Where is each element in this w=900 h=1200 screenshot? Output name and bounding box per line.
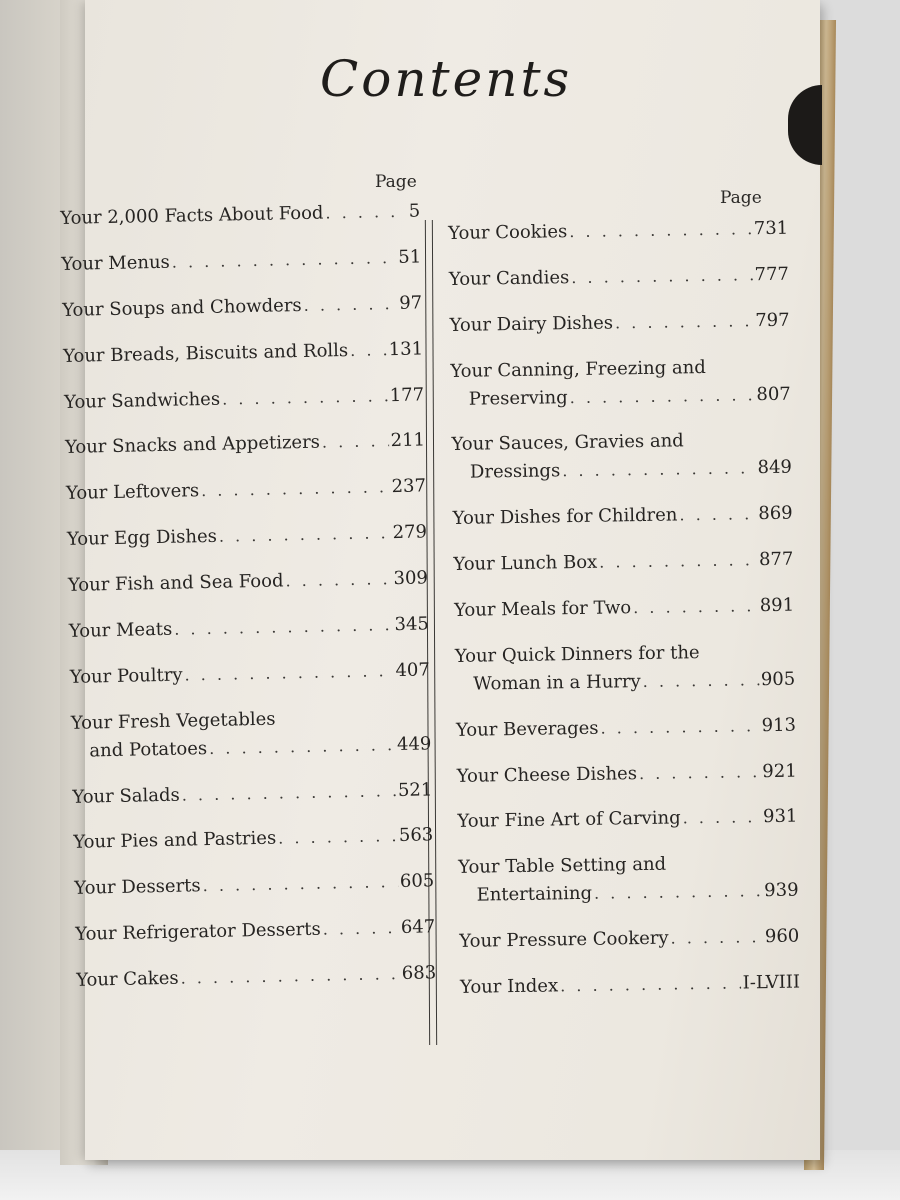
entry-title: Entertaining (476, 883, 593, 906)
dot-leader (184, 659, 393, 688)
dot-leader (599, 548, 757, 575)
entry-title: Preserving (468, 386, 568, 410)
entry-title: Dressings (469, 460, 561, 484)
contents-entry (451, 426, 792, 487)
dot-leader (639, 760, 761, 787)
entry-page-number: 931 (762, 806, 798, 828)
dot-leader (679, 502, 756, 528)
dot-leader (180, 962, 400, 991)
entry-page-number: 877 (758, 548, 794, 571)
contents-entry (71, 702, 432, 765)
contents-entry (67, 519, 428, 554)
entry-page-number: 5 (408, 200, 421, 222)
entry-page-number: 939 (764, 879, 799, 902)
contents-entry (62, 289, 423, 324)
entry-page-number: 921 (762, 760, 797, 782)
page-title: Contents (320, 50, 573, 108)
entry-title: Your Candies (448, 266, 570, 290)
entry-page-number: I-LVIII (742, 971, 801, 994)
contents-entry (454, 592, 794, 625)
dot-leader (322, 916, 399, 942)
dot-leader (201, 476, 390, 505)
contents-entry (449, 261, 789, 294)
entry-page-number: 177 (389, 383, 425, 406)
entry-title: Your Leftovers (65, 480, 200, 505)
contents-entry (456, 711, 796, 744)
entry-title: Your Quick Dinners for the (454, 642, 700, 667)
entry-title: Your Pressure Cookery (459, 927, 669, 953)
entry-title: Your Salads (72, 784, 180, 808)
page-column-label-left: Page (375, 172, 417, 192)
entry-title: Your Fish and Sea Food (67, 570, 284, 597)
dot-leader (322, 430, 389, 456)
entry-title: Your Meats (68, 618, 173, 642)
contents-entry (69, 610, 430, 645)
entry-page-number: 449 (396, 733, 432, 755)
dot-leader (209, 733, 395, 762)
entry-title: Your Poultry (69, 664, 183, 688)
entry-page-number: 683 (401, 962, 437, 985)
contents-entry (73, 822, 434, 857)
contents-entry (72, 776, 433, 811)
contents-entry (449, 306, 789, 339)
entry-title: Your Fresh Vegetables (70, 708, 276, 734)
contents-entry (452, 500, 792, 533)
dot-leader (594, 879, 763, 906)
contents-entry (70, 656, 431, 691)
entry-page-number: 849 (757, 456, 793, 479)
entry-title: Your Meals for Two (453, 597, 632, 621)
dot-leader (633, 594, 758, 621)
entry-page-number: 309 (393, 567, 429, 590)
contents-entry (460, 969, 800, 1002)
entry-title: Your Menus (61, 251, 171, 275)
entry-title: and Potatoes (89, 737, 208, 762)
entry-title: Your Sauces, Gravies and (451, 430, 684, 456)
contents-entry (76, 959, 437, 994)
contents-entry (457, 803, 797, 836)
entry-title: Your Cheese Dishes (456, 762, 638, 787)
dot-leader (560, 972, 741, 1000)
contents-entry (65, 427, 426, 462)
entry-title: Your Index (459, 975, 559, 998)
contents-entry (455, 638, 796, 699)
page-column-label-right: Page (720, 188, 762, 208)
entry-title: Your 2,000 Facts About Food (60, 202, 324, 229)
entry-page-number: 777 (754, 263, 790, 286)
contents-entry (63, 335, 424, 370)
entry-page-number: 97 (399, 292, 423, 314)
entry-title: Your Snacks and Appetizers (64, 432, 321, 459)
entry-title: Your Cookies (448, 221, 568, 244)
dot-leader (670, 925, 763, 951)
entry-title: Your Dishes for Children (452, 504, 678, 530)
contents-entry (448, 215, 788, 248)
entry-title: Your Egg Dishes (66, 526, 218, 551)
contents-entry (459, 923, 799, 956)
entry-page-number: 605 (399, 870, 435, 893)
entry-title: Your Beverages (455, 717, 599, 741)
entry-page-number: 237 (391, 475, 427, 498)
entry-title: Your Cakes (76, 967, 179, 991)
entry-title: Your Lunch Box (453, 551, 598, 576)
dot-leader (571, 263, 753, 291)
entry-page-number: 521 (397, 778, 433, 801)
entry-page-number: 807 (756, 383, 791, 405)
contents-entry (68, 565, 429, 600)
entry-title: Your Soups and Chowders (61, 294, 302, 321)
contents-entry (453, 546, 793, 579)
entry-page-number: 960 (764, 925, 800, 948)
dot-leader (182, 779, 397, 808)
entry-title: Your Dairy Dishes (449, 312, 614, 336)
dot-leader (562, 457, 756, 485)
contents-entry (458, 849, 799, 910)
dot-leader (682, 806, 761, 832)
entry-page-number: 51 (398, 246, 422, 268)
dot-leader (569, 217, 752, 245)
entry-page-number: 279 (392, 521, 428, 544)
dot-leader (222, 384, 388, 412)
dot-leader (303, 292, 397, 319)
contents-entry (74, 868, 435, 903)
dot-leader (643, 668, 760, 695)
entry-page-number: 797 (755, 309, 790, 331)
dot-leader (570, 383, 755, 411)
entry-page-number: 905 (760, 668, 796, 690)
entry-page-number: 647 (400, 916, 436, 939)
entry-page-number: 913 (761, 714, 797, 736)
entry-page-number: 345 (394, 613, 430, 636)
entry-title: Your Pies and Pastries (73, 828, 277, 854)
entry-title: Your Fine Art of Carving (457, 807, 681, 833)
entry-page-number: 131 (388, 338, 424, 360)
entry-title: Your Breads, Biscuits and Rolls (62, 339, 349, 367)
dot-leader (278, 825, 397, 852)
contents-entry (457, 757, 797, 790)
entry-title: Your Sandwiches (63, 388, 221, 413)
dot-leader (600, 714, 759, 741)
contents-entry (450, 352, 791, 413)
entry-title: Your Canning, Freezing and (450, 356, 706, 382)
entry-page-number: 563 (398, 824, 434, 847)
dot-leader (325, 200, 407, 226)
dot-leader (174, 613, 393, 642)
contents-entry (75, 914, 436, 949)
contents-left-column (60, 197, 437, 1012)
entry-page-number: 407 (395, 659, 431, 681)
entry-page-number: 731 (753, 217, 789, 240)
contents-entry (64, 381, 425, 416)
dot-leader (219, 521, 391, 549)
dot-leader (285, 567, 392, 594)
entry-page-number: 891 (759, 594, 795, 617)
dot-leader (202, 870, 398, 899)
dot-leader (350, 338, 387, 364)
entry-title: Your Refrigerator Desserts (75, 918, 321, 946)
contents-entry (61, 243, 422, 278)
entry-title: Woman in a Hurry (473, 670, 641, 695)
entry-title: Your Desserts (74, 875, 201, 900)
contents-right-column (448, 215, 801, 1020)
dot-leader (615, 309, 754, 336)
entry-page-number: 869 (758, 502, 793, 525)
entry-title: Your Table Setting and (458, 854, 667, 879)
contents-entry (66, 473, 427, 508)
entry-page-number: 211 (390, 429, 426, 452)
dot-leader (172, 246, 397, 275)
